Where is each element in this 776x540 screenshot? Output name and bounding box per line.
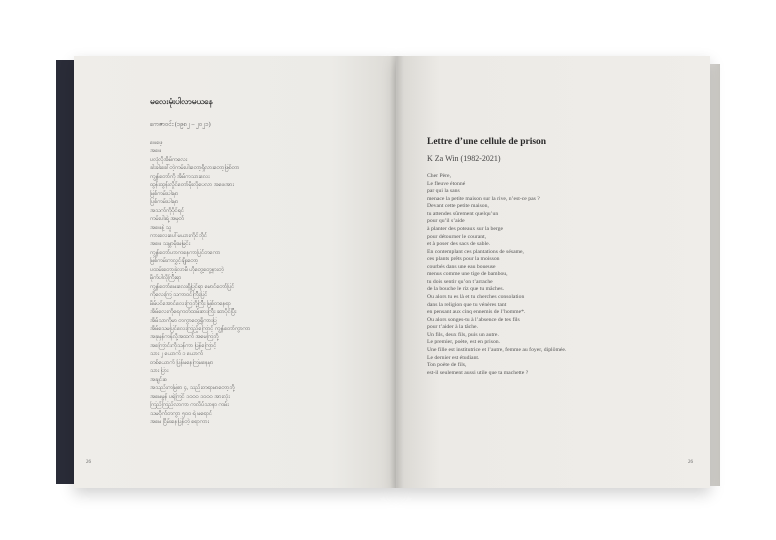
poem-line: et à poser des sacs de sable. xyxy=(427,241,491,248)
poem-line: အသည်းကမြစာ ၄, သည်းတရာမာတော့ဘို့ xyxy=(150,385,235,392)
poem-line: Le premier, poète, est en prison. xyxy=(427,339,501,346)
poem-title: Lettre d’une cellule de prison xyxy=(427,137,547,147)
poem-line: à planter des poteaux sur la berge xyxy=(427,225,504,232)
poem-line: Ou alors songes-tu à l’absence de tes fils xyxy=(427,316,520,323)
poem-line: အခုမှန်ကန်လို့အထက် အမေကြဘို့ xyxy=(150,334,219,341)
poem-line: Le fleuve étonné xyxy=(427,180,466,187)
poem-line: ပြစ်ကမ်းပါးမှာ xyxy=(150,199,179,206)
poem-line: Ou alors tu es là et tu cherches consolation xyxy=(427,294,525,300)
poem-line: အကြောင်းကိုသန်ကာ ပြန်ကြောင့် xyxy=(150,342,217,349)
poem-line: အမေမွန် ပရဲကြင် ၁၀၀၀ ၁၀၀၀ အားလုံး xyxy=(150,393,230,400)
poem-line: အဖေ သမ္ဘာမိုးမမြင်း xyxy=(150,241,191,248)
poem-line: Cher Père, xyxy=(427,173,452,179)
poem-line: ပလုံလိုအိမ်ကလေး xyxy=(150,156,188,163)
poem-line: ခါးခါးခေါ်တဲ့ကမ်းပါးတော့ရှိလားတော့ဖြစ်တာ xyxy=(150,165,240,172)
left-page-title: မလေးမုံးပါလာမယနေ xyxy=(150,97,213,106)
poem-line: ကားလေးပေါ်မယားကိုင်ဘိုင် xyxy=(150,232,208,239)
poem-line: အချင်းစ xyxy=(150,376,167,383)
poem-line: မိမ်ပင်အောင်လေးကြဘို့ကြီး မြစ်တနေရာ xyxy=(150,300,231,307)
poem-line: ထွန်းထွန်းလှိုင်တော်မိုးလိုပေလာ အဖေအား xyxy=(150,182,234,189)
poem-line: တစ်ယောက် ပြန်မနေကြမနေမှာ xyxy=(150,359,214,366)
poem-line: pour qu’il s’aide xyxy=(427,218,465,225)
poem-line: dans la religion que tu vénères tant xyxy=(427,301,507,308)
poem-line: ကျွန်တော်ကို အိမ်ကသားလေး xyxy=(150,173,210,180)
poem-line: Un fils, deux fils, puis un autre. xyxy=(427,331,499,338)
poem-line: ဖေဖေ့ xyxy=(150,140,163,146)
poem-line: ပထမ်းတော့ခဲ့လာမိ ဟိုတွေ့တွေ့နားတဲ့ xyxy=(150,266,224,273)
poem-line: ကမ်းပါးရဲ့ အမှတ် xyxy=(150,216,185,223)
poem-line: ကိုလေးကြ သကာဝင်ကြီးပြင် xyxy=(150,292,208,299)
poem-line: မြစ်ကမ်းကလွှင့်ချိုးတော့ xyxy=(150,258,199,265)
poem-line: par qui la sans xyxy=(427,188,460,195)
poem-line: Ton poète de fils, xyxy=(427,362,467,369)
poem-line: သမဝိုက်တကွာ ၅၀၀ ရဲ မရောင် xyxy=(150,410,213,417)
poem-line: အိမ်သာကိုမာ တကွာတွေ့ရှိကားပြ xyxy=(150,317,217,324)
poem-line: pour détourner le courant, xyxy=(427,233,487,240)
poem-body xyxy=(427,173,687,377)
right-page-number: 26 xyxy=(688,460,693,465)
poem-line: အဖေ xyxy=(150,148,162,155)
poem-line: အိမ်သေမပြင်လေးကြည့်ကြောင့် ကျွန်တော်ကွာကာ xyxy=(150,325,251,332)
left-page-text xyxy=(150,96,340,426)
poem-line: အမေ ငြိမ်းနေပြန်တဲ့ ရောကား xyxy=(150,418,209,425)
poem-line: en pensant aux cinq ennemis de l’homme*. xyxy=(427,309,526,316)
right-page-text xyxy=(427,137,687,377)
poem-line: အိမ်လေးကိုရေကတ်ထမ်းစားကြီး ဆာပိုင်ပြီး xyxy=(150,309,237,316)
poem-line: Le dernier est étudiant. xyxy=(427,354,480,361)
poem-line: Devant cette petite maison, xyxy=(427,203,489,210)
poem-line: မြစ်ကမ်းပါးမှာ xyxy=(150,190,179,197)
poem-line: အဖေနဲ့ သူ xyxy=(150,224,172,231)
poem-line: de la bouche le riz que tu mâches. xyxy=(427,286,505,293)
left-page-number: 26 xyxy=(86,460,91,465)
poem-line: Une fille est institutrice et l’autre, femme au foyer, diplômée. xyxy=(427,346,567,353)
poem-line: ces plants prêts pour la moisson xyxy=(427,256,500,263)
poem-line: menus comme une tige de bambou, xyxy=(427,271,508,278)
poem-line: မိုက်ပါလိုကြီးရာ xyxy=(150,275,182,282)
poem-line: ကြည်ကြည်လာကာ ကလိပ်သာနာ ကမ်း xyxy=(150,402,229,409)
poem-line: ကျွန်တော်မေးလေးရှိပြင်ရာ မောင်တော်ပြင် xyxy=(150,283,235,290)
left-page-poem xyxy=(150,139,340,426)
book-gutter xyxy=(390,56,404,488)
poem-line: En contemplant ces plantations de sésame, xyxy=(427,248,524,255)
poem-line: tu attendes sûrement quelqu’un xyxy=(427,210,499,217)
poem-line: အသက်ကိုပိုင်ရင် xyxy=(150,207,185,214)
left-page-author: ကေဇာဝင်း (၁၉၈၂ – ၂၀၂၁) xyxy=(150,122,211,128)
poem-line: ကျွန်တော်ဟာကနေကာပြင်တကော xyxy=(150,249,221,256)
poem-author: K Za Win (1982-2021) xyxy=(427,154,501,163)
poem-line: သား ၂ ယောက် ၁ ယောက် xyxy=(150,351,204,358)
poem-line: tu dois sentir qu’on t’arrache xyxy=(427,278,493,285)
poem-line: est-il seulement aussi utile que ta machette ? xyxy=(427,369,529,376)
poem-line: သား ပြား xyxy=(150,368,169,375)
poem-line: courbés dans une eau boueuse xyxy=(427,263,496,270)
poem-line: pour t’aider à la tâche. xyxy=(427,324,479,331)
poem-line: menace la petite maison sur la rive, n’est-ce pas ? xyxy=(427,195,540,202)
